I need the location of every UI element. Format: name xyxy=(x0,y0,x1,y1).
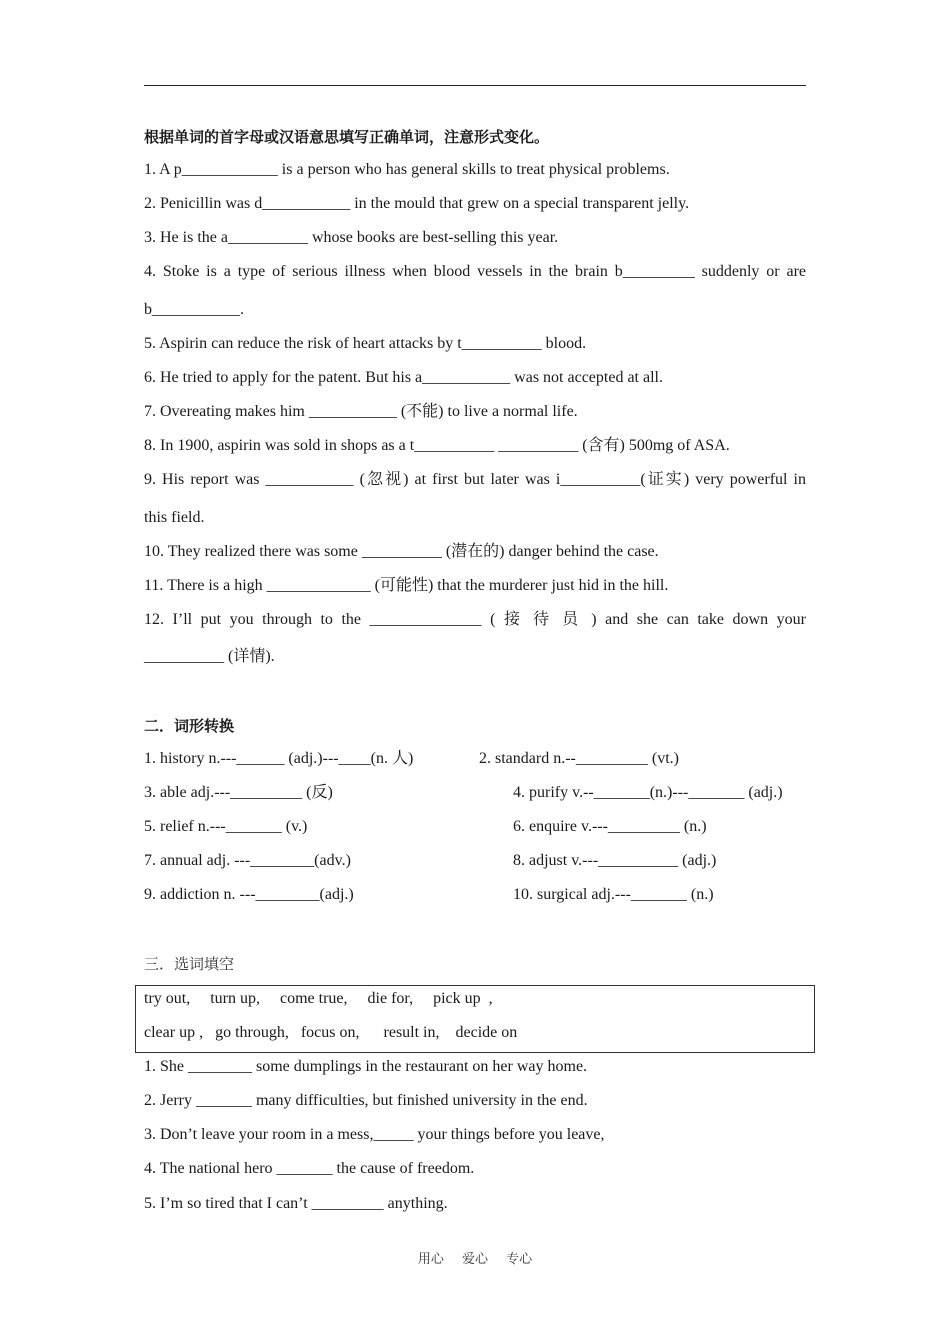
s3-item-2: 2. Jerry _______ many difficulties, but finished university in the end. xyxy=(144,1092,588,1109)
s1-item-4-cont: b___________. xyxy=(144,301,244,318)
s2-item-8: 8. adjust v.---__________ (adj.) xyxy=(513,852,717,869)
s1-item-3: 3. He is the a__________ whose books are best-selling this year. xyxy=(144,229,559,246)
s2-item-4: 4. purify v.--_______(n.)---_______ (adj.) xyxy=(513,784,783,801)
top-rule xyxy=(144,85,806,86)
s3-item-5: 5. I’m so tired that I can’t _________ anything. xyxy=(144,1195,448,1212)
word-box-line-2: clear up , go through, focus on, result in, decide on xyxy=(144,1024,518,1041)
s1-item-7: 7. Overeating makes him ___________ (不能) to live a normal life. xyxy=(144,403,578,420)
s1-item-4: 4. Stoke is a type of serious illness when blood vessels in the brain b_________ suddenly or are xyxy=(144,263,806,280)
s1-item-5: 5. Aspirin can reduce the risk of heart attacks by t__________ blood. xyxy=(144,335,587,352)
s2-item-3: 3. able adj.---_________ (反) xyxy=(144,784,333,801)
s1-item-11: 11. There is a high _____________ (可能性) that the murderer just hid in the hill. xyxy=(144,577,669,594)
s3-item-4: 4. The national hero _______ the cause of freedom. xyxy=(144,1160,475,1177)
s1-item-2: 2. Penicillin was d___________ in the mould that grew on a special transparent jelly. xyxy=(144,195,690,212)
s1-item-12: 12. I’ll put you through to the ______________ ( 接 待 员 ) and she can take down your xyxy=(144,611,806,628)
s2-item-1: 1. history n.---______ (adj.)---____(n. 人) xyxy=(144,750,414,767)
s1-item-8: 8. In 1900, aspirin was sold in shops as a t__________ __________ (含有) 500mg of ASA. xyxy=(144,437,730,454)
s2-item-9: 9. addiction n. ---________(adj.) xyxy=(144,886,354,903)
s1-item-6: 6. He tried to apply for the patent. But his a___________ was not accepted at all. xyxy=(144,369,663,386)
section1-heading: 根据单词的首字母或汉语意思填写正确单词，注意形式变化。 xyxy=(144,128,550,146)
s3-item-3: 3. Don’t leave your room in a mess,_____ your things before you leave, xyxy=(144,1126,605,1143)
word-box-line-1: try out, turn up, come true, die for, pick up , xyxy=(144,990,493,1007)
s1-item-9: 9. His report was ___________ (忽视) at first but later was i__________(证实) very powerful in xyxy=(144,471,806,488)
s1-item-12-cont: __________ (详情). xyxy=(144,648,275,665)
s1-item-1: 1. A p____________ is a person who has general skills to treat physical problems. xyxy=(144,161,670,178)
s3-item-1: 1. She ________ some dumplings in the restaurant on her way home. xyxy=(144,1058,588,1075)
s1-item-10: 10. They realized there was some __________ (潜在的) danger behind the case. xyxy=(144,543,659,560)
s2-item-7: 7. annual adj. ---________(adv.) xyxy=(144,852,351,869)
s2-item-10: 10. surgical adj.---_______ (n.) xyxy=(513,886,714,903)
section2-heading: 二．词形转换 xyxy=(144,717,235,735)
section3-heading: 三．选词填空 xyxy=(144,955,235,973)
s2-item-6: 6. enquire v.---_________ (n.) xyxy=(513,818,707,835)
word-box xyxy=(135,985,815,1053)
s1-item-9-cont: this field. xyxy=(144,509,205,526)
s2-item-5: 5. relief n.---_______ (v.) xyxy=(144,818,308,835)
s2-item-2: 2. standard n.--_________ (vt.) xyxy=(479,750,679,767)
page-footer: 用心 爱心 专心 xyxy=(417,1252,533,1267)
